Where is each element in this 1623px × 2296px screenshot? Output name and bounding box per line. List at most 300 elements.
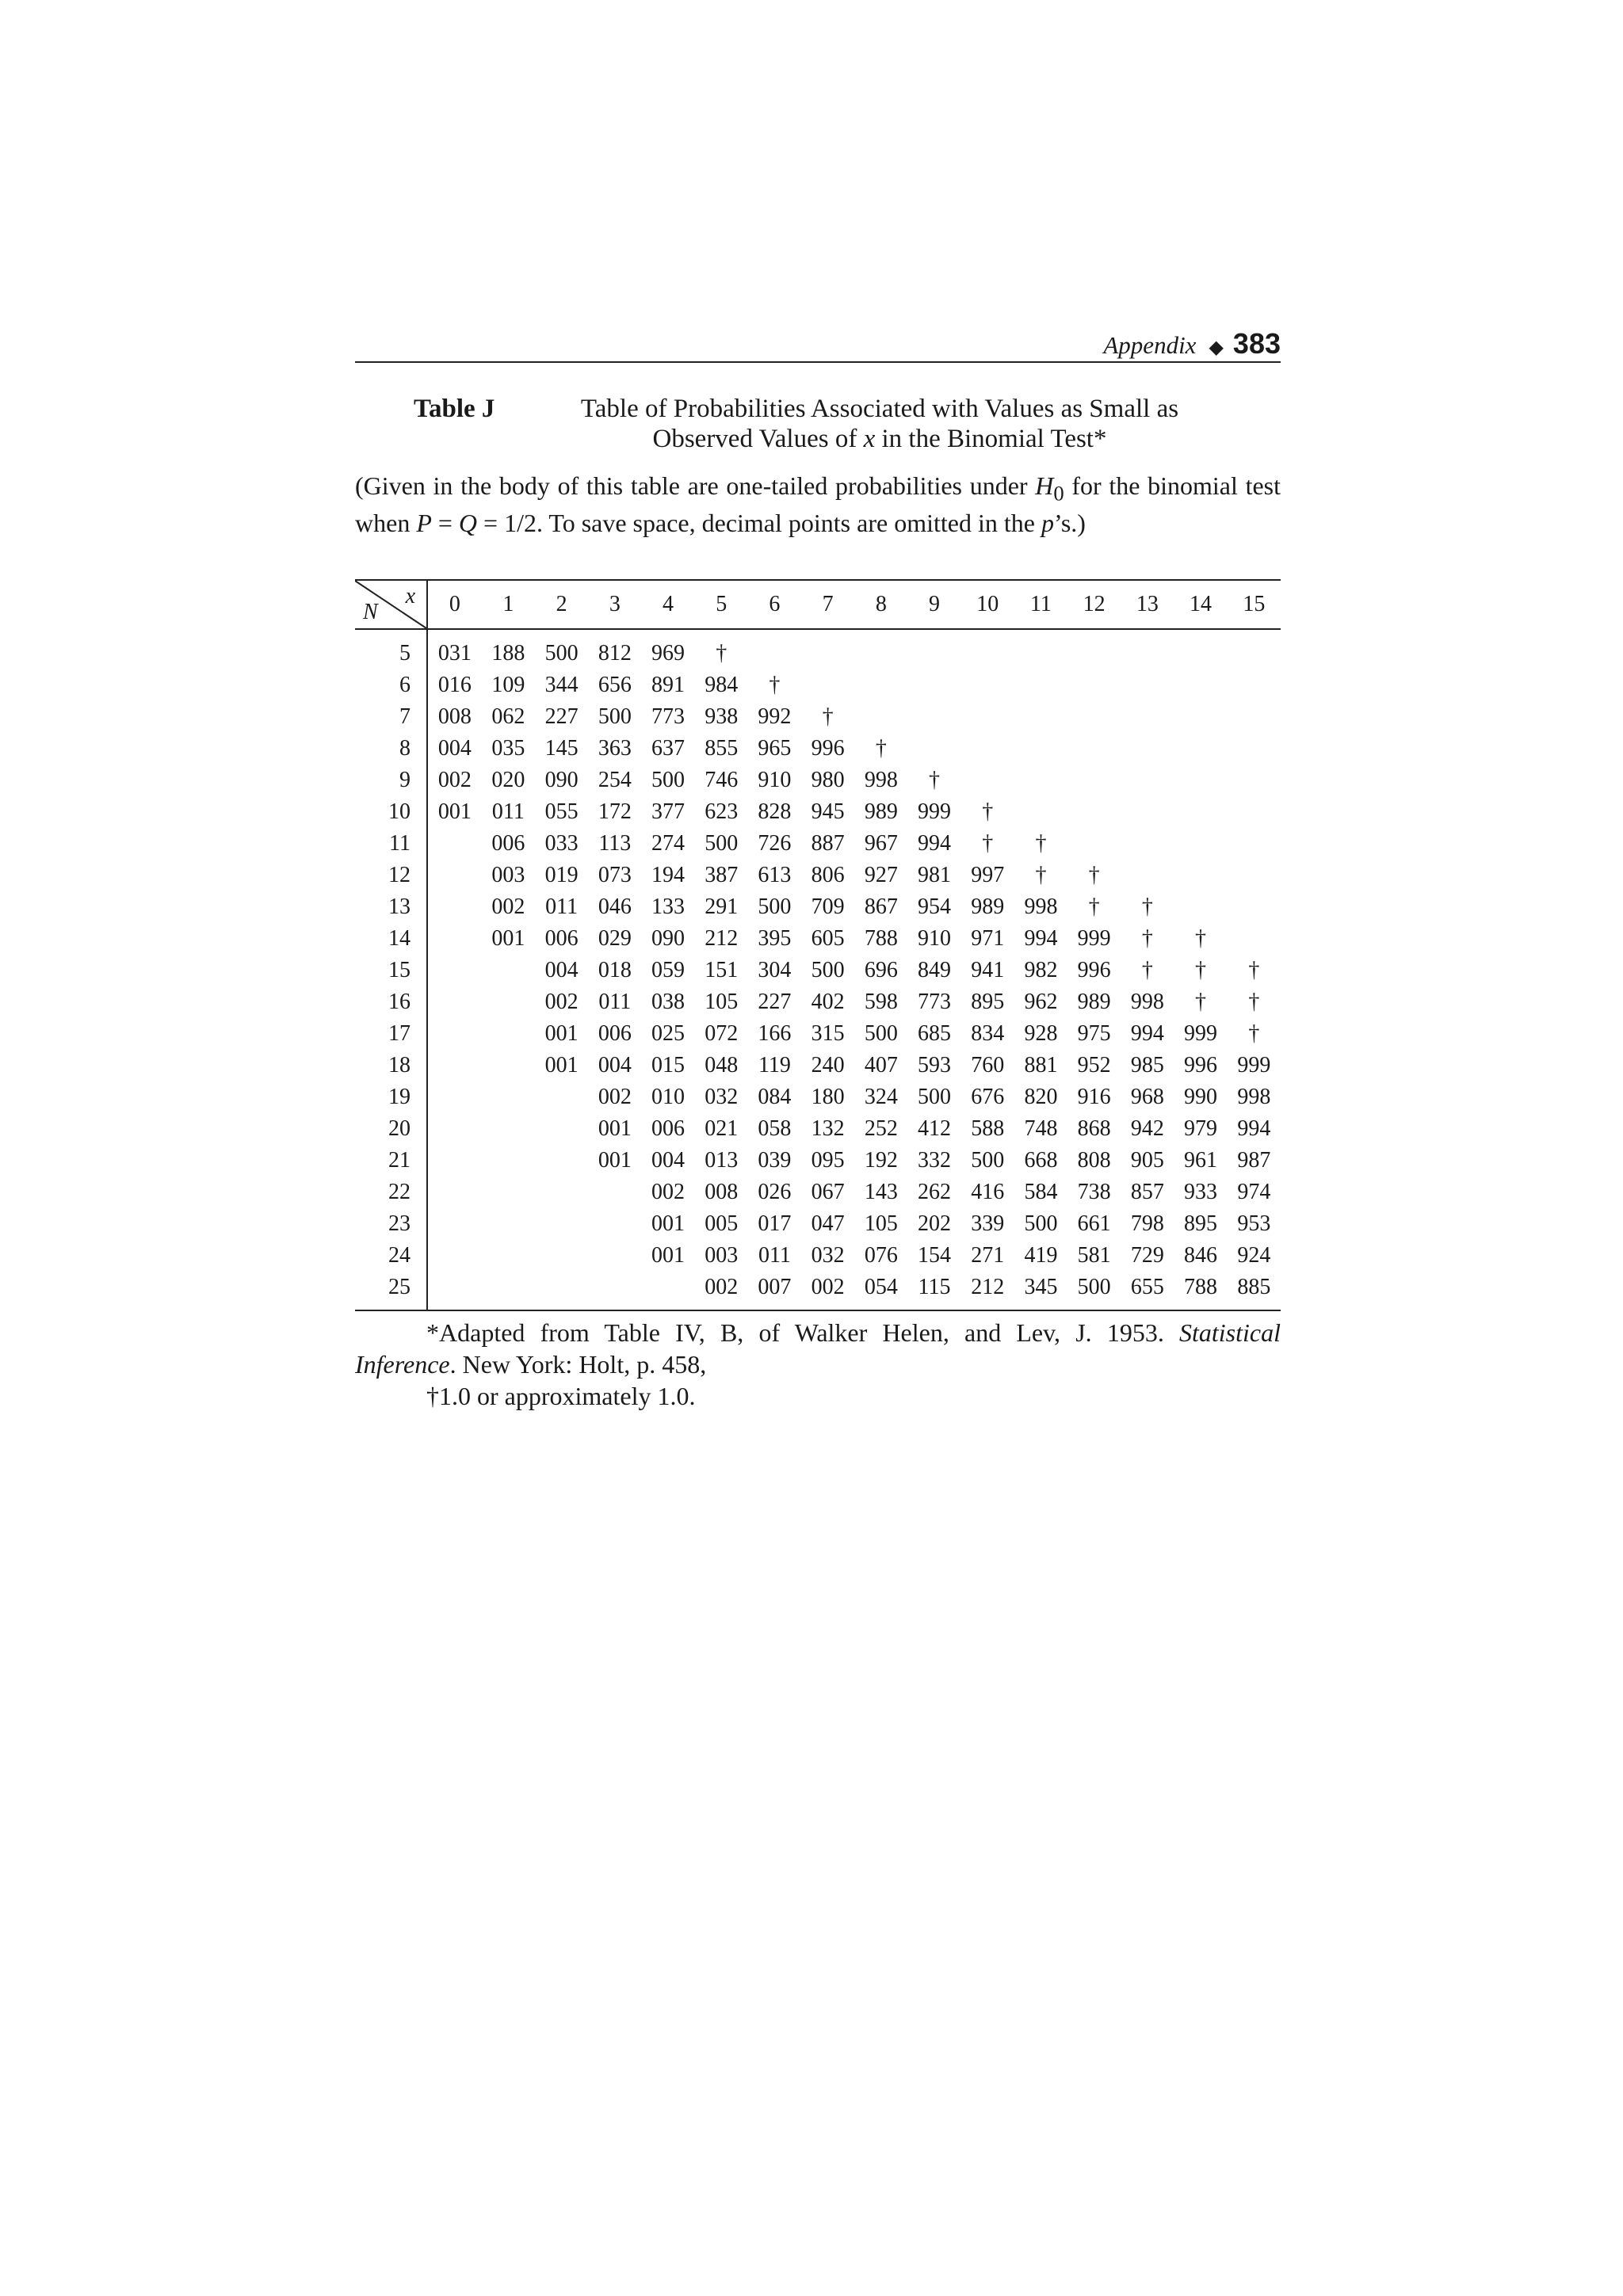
probability-cell	[427, 1145, 482, 1177]
probability-cell: 994	[1237, 1116, 1271, 1141]
row-header-n: 16	[355, 986, 427, 1018]
probability-cell	[427, 1050, 482, 1081]
table-row	[355, 1272, 1281, 1310]
probability-cell: 188	[491, 641, 525, 666]
probability-cell: 011	[598, 990, 632, 1014]
probability-cell	[1014, 629, 1067, 669]
column-header: 11	[1014, 580, 1067, 629]
probability-cell	[427, 1113, 482, 1145]
probability-cell	[588, 1208, 641, 1240]
probability-cell	[535, 1113, 588, 1145]
row-header-n: 20	[355, 1113, 427, 1145]
probability-cell: 941	[971, 958, 1005, 982]
probability-cell: 998	[1024, 894, 1058, 919]
probability-cell: 938	[705, 704, 739, 729]
row-header-n: 17	[355, 1018, 427, 1050]
probability-cell	[482, 1272, 535, 1310]
probability-cell	[535, 1272, 588, 1310]
probability-cell: †	[716, 641, 727, 666]
probability-cell: 500	[598, 704, 632, 729]
probability-cell: 668	[1024, 1148, 1058, 1173]
probability-cell: 402	[811, 990, 845, 1014]
probability-cell: 048	[705, 1053, 739, 1077]
table-title: Table of Probabilities Associated with Values as Small as Observed Values of x in the Binomial Test*	[580, 395, 1179, 453]
probability-cell	[1121, 733, 1174, 765]
probability-cell	[801, 669, 854, 701]
probability-cell	[1121, 860, 1174, 891]
probability-cell: 623	[705, 799, 739, 824]
table-row	[355, 1145, 1281, 1177]
probability-cell: 738	[1077, 1180, 1111, 1204]
probability-cell: 202	[918, 1211, 952, 1236]
probability-cell: 059	[651, 958, 685, 982]
row-header-n: 11	[355, 828, 427, 860]
probability-cell: †	[1195, 926, 1207, 951]
probability-cell: 985	[1130, 1053, 1164, 1077]
table-row	[355, 765, 1281, 796]
table-row	[355, 923, 1281, 955]
probability-cell: 254	[598, 768, 632, 792]
probability-cell	[427, 828, 482, 860]
probability-cell	[1014, 765, 1067, 796]
probability-cell	[907, 733, 960, 765]
probability-cell	[482, 986, 535, 1018]
probability-cell: 916	[1077, 1085, 1111, 1109]
probability-cell: 598	[864, 990, 898, 1014]
probability-cell: 038	[651, 990, 685, 1014]
probability-cell	[1014, 701, 1067, 733]
probability-cell: 905	[1130, 1148, 1164, 1173]
row-header-n: 18	[355, 1050, 427, 1081]
column-variable-label: x	[405, 584, 415, 608]
probability-cell: 726	[758, 831, 792, 856]
probability-cell: 001	[437, 799, 472, 824]
probability-cell: 084	[758, 1085, 792, 1109]
probability-cell	[482, 1081, 535, 1113]
probability-cell: 500	[705, 831, 739, 856]
column-header: 6	[748, 580, 801, 629]
probability-cell: 015	[651, 1053, 685, 1077]
probability-cell: 857	[1130, 1180, 1164, 1204]
probability-cell: 113	[598, 831, 632, 856]
probability-cell: 029	[598, 926, 632, 951]
probability-cell: 971	[971, 926, 1005, 951]
probability-cell: 132	[811, 1116, 845, 1141]
probability-cell: 676	[971, 1085, 1005, 1109]
probability-cell: 006	[491, 831, 525, 856]
table-caption	[414, 394, 1254, 454]
probability-cell: 008	[705, 1180, 739, 1204]
probability-cell: 961	[1184, 1148, 1218, 1173]
probability-cell: 998	[1130, 990, 1164, 1014]
probability-cell	[1174, 828, 1227, 860]
probability-cell	[1067, 828, 1121, 860]
probability-cell: 192	[864, 1148, 898, 1173]
probability-cell: 924	[1237, 1243, 1271, 1268]
running-header	[355, 326, 1281, 363]
probability-cell: 885	[1228, 1272, 1281, 1310]
row-header-n: 21	[355, 1145, 427, 1177]
probability-cell: 133	[651, 894, 685, 919]
probability-cell	[641, 1272, 694, 1310]
probability-cell	[588, 1240, 641, 1272]
table-row	[355, 1113, 1281, 1145]
probability-cell: 007	[748, 1272, 801, 1310]
probability-cell: 500	[811, 958, 845, 982]
probability-cell	[427, 1240, 482, 1272]
probability-cell: 047	[811, 1211, 845, 1236]
probability-cell: 002	[695, 1272, 748, 1310]
probability-cell: 039	[758, 1148, 792, 1173]
probability-cell	[1014, 669, 1067, 701]
probability-cell: 344	[544, 673, 579, 697]
probability-cell: 339	[971, 1211, 1005, 1236]
column-header: 13	[1121, 580, 1174, 629]
probability-cell	[427, 1081, 482, 1113]
probability-cell	[427, 1177, 482, 1208]
probability-cell	[1228, 860, 1281, 891]
probability-cell: 928	[1024, 1021, 1058, 1046]
probability-cell	[1174, 701, 1227, 733]
footnote-dagger: †1.0 or approximately 1.0.	[426, 1382, 696, 1410]
probability-cell: 887	[811, 831, 845, 856]
probability-cell	[907, 669, 960, 701]
column-header: 14	[1174, 580, 1227, 629]
probability-cell: 032	[811, 1243, 845, 1268]
probability-cell	[1174, 765, 1227, 796]
probability-cell: 001	[651, 1243, 685, 1268]
probability-cell: 748	[1024, 1116, 1058, 1141]
probability-cell: 019	[544, 863, 579, 887]
probability-cell: 119	[758, 1053, 791, 1077]
probability-cell	[1067, 629, 1121, 669]
probability-cell: †	[1248, 958, 1260, 982]
probability-cell: 987	[1237, 1148, 1271, 1173]
probability-cell: 760	[971, 1053, 1005, 1077]
probability-cell	[482, 1145, 535, 1177]
row-header-n: 22	[355, 1177, 427, 1208]
probability-cell: 005	[705, 1211, 739, 1236]
probability-cell: 018	[598, 958, 632, 982]
probability-cell	[1067, 701, 1121, 733]
probability-cell: 980	[811, 768, 845, 792]
probability-cell: 001	[491, 926, 525, 951]
probability-cell: 033	[544, 831, 579, 856]
probability-cell	[1121, 669, 1174, 701]
probability-cell: 992	[758, 704, 792, 729]
row-header-n: 8	[355, 733, 427, 765]
probability-cell: 058	[758, 1116, 792, 1141]
probability-cell: 593	[918, 1053, 952, 1077]
row-header-n: 13	[355, 891, 427, 923]
probability-cell: 003	[491, 863, 525, 887]
probability-cell: 709	[811, 894, 845, 919]
probability-cell: †	[1141, 958, 1153, 982]
probability-cell: 212	[961, 1272, 1014, 1310]
column-header: 1	[482, 580, 535, 629]
probability-cell: 773	[651, 704, 685, 729]
probability-cell: 032	[705, 1085, 739, 1109]
table-row	[355, 1081, 1281, 1113]
probability-cell: 834	[971, 1021, 1005, 1046]
probability-cell: 109	[491, 673, 525, 697]
probability-cell: 974	[1237, 1180, 1271, 1204]
table-row	[355, 1208, 1281, 1240]
probability-cell: 500	[1024, 1211, 1058, 1236]
probability-cell: 046	[598, 894, 632, 919]
probability-cell: 010	[651, 1085, 685, 1109]
probability-cell: 026	[758, 1180, 792, 1204]
probability-cell: 002	[801, 1272, 854, 1310]
probability-cell: 002	[544, 990, 579, 1014]
probability-cell: 773	[918, 990, 952, 1014]
probability-cell	[1228, 733, 1281, 765]
probability-cell: 105	[705, 990, 739, 1014]
probability-cell: 867	[864, 894, 898, 919]
probability-cell: 227	[758, 990, 792, 1014]
probability-cell: 820	[1024, 1085, 1058, 1109]
probability-cell: †	[1035, 863, 1047, 887]
probability-cell	[1228, 629, 1281, 669]
probability-cell: 004	[651, 1148, 685, 1173]
probability-cell: 001	[544, 1053, 579, 1077]
probability-cell	[854, 629, 907, 669]
probability-cell: 001	[544, 1021, 579, 1046]
probability-cell: †	[1195, 958, 1207, 982]
probability-cell: 412	[918, 1116, 952, 1141]
probability-cell: 696	[864, 958, 898, 982]
probability-cell: †	[1088, 894, 1100, 919]
probability-cell: 945	[811, 799, 845, 824]
probability-cell: 227	[544, 704, 579, 729]
probability-cell	[961, 669, 1014, 701]
probability-cell: 001	[651, 1211, 685, 1236]
probability-cell: 855	[705, 736, 739, 761]
diamond-icon: ◆	[1209, 338, 1224, 358]
column-header: 5	[695, 580, 748, 629]
probability-cell: 967	[864, 831, 898, 856]
probability-cell: 252	[864, 1116, 898, 1141]
probability-cell	[535, 1208, 588, 1240]
column-header: 2	[535, 580, 588, 629]
probability-cell: 006	[598, 1021, 632, 1046]
row-header-n: 12	[355, 860, 427, 891]
probability-cell: 143	[864, 1180, 898, 1204]
table-body	[355, 629, 1281, 1310]
table-row	[355, 669, 1281, 701]
probability-cell: 151	[705, 958, 739, 982]
probability-cell: 996	[1077, 958, 1111, 982]
table-label: Table J	[414, 395, 495, 423]
probability-cell: 998	[864, 768, 898, 792]
column-header: 8	[854, 580, 907, 629]
row-header-n: 25	[355, 1272, 427, 1310]
probability-cell: 981	[918, 863, 952, 887]
probability-cell: †	[1248, 990, 1260, 1014]
probability-cell: 788	[864, 926, 898, 951]
probability-cell	[907, 701, 960, 733]
probability-cell: 011	[491, 799, 525, 824]
probability-cell	[1121, 796, 1174, 828]
probability-cell: 345	[1014, 1272, 1067, 1310]
probability-cell: 942	[1130, 1116, 1164, 1141]
probability-cell: 262	[918, 1180, 952, 1204]
probability-cell: 999	[918, 799, 952, 824]
probability-cell	[427, 891, 482, 923]
probability-cell: 240	[811, 1053, 845, 1077]
table-row	[355, 986, 1281, 1018]
table-row	[355, 860, 1281, 891]
probability-cell: 605	[811, 926, 845, 951]
probability-cell	[535, 1240, 588, 1272]
probability-cell	[1067, 796, 1121, 828]
probability-cell	[1174, 796, 1227, 828]
probability-cell	[748, 629, 801, 669]
probability-cell: 387	[705, 863, 739, 887]
column-header: 15	[1228, 580, 1281, 629]
probability-cell: 613	[758, 863, 792, 887]
column-header: 10	[961, 580, 1014, 629]
probability-cell: 304	[758, 958, 792, 982]
probability-cell: 999	[1077, 926, 1111, 951]
column-header: 3	[588, 580, 641, 629]
probability-cell: 927	[864, 863, 898, 887]
probability-cell: 021	[705, 1116, 739, 1141]
probability-cell	[1174, 629, 1227, 669]
probability-cell: 016	[437, 673, 472, 697]
probability-cell: 324	[864, 1085, 898, 1109]
probability-cell: 994	[1024, 926, 1058, 951]
column-header: 7	[801, 580, 854, 629]
probability-cell: 274	[651, 831, 685, 856]
probability-cell: 655	[1121, 1272, 1174, 1310]
probability-cell	[1174, 891, 1227, 923]
probability-cell	[588, 1272, 641, 1310]
probability-cell: 729	[1130, 1243, 1164, 1268]
probability-cell	[535, 1145, 588, 1177]
probability-cell	[907, 629, 960, 669]
probability-cell: 332	[918, 1148, 952, 1173]
probability-cell: 849	[918, 958, 952, 982]
table-row	[355, 828, 1281, 860]
probability-cell: †	[822, 704, 834, 729]
probability-cell	[961, 701, 1014, 733]
row-header-n: 10	[355, 796, 427, 828]
probability-cell	[1228, 669, 1281, 701]
probability-cell	[427, 860, 482, 891]
probability-cell	[1121, 765, 1174, 796]
probability-cell: 962	[1024, 990, 1058, 1014]
probability-cell	[1174, 860, 1227, 891]
probability-cell: 910	[918, 926, 952, 951]
probability-cell: 500	[758, 894, 792, 919]
probability-cell	[482, 1018, 535, 1050]
column-header: 0	[427, 580, 482, 629]
probability-cell	[1067, 733, 1121, 765]
probability-cell: †	[1088, 863, 1100, 887]
probability-cell: 984	[705, 673, 739, 697]
probability-cell: 910	[758, 768, 792, 792]
probability-cell: 500	[918, 1085, 952, 1109]
probability-cell: 002	[491, 894, 525, 919]
probability-cell: 416	[971, 1180, 1005, 1204]
probability-cell	[1121, 629, 1174, 669]
probability-cell: 968	[1130, 1085, 1164, 1109]
probability-cell: 271	[971, 1243, 1005, 1268]
probability-cell	[1228, 923, 1281, 955]
probability-cell: †	[769, 673, 781, 697]
probability-cell: 933	[1184, 1180, 1218, 1204]
row-header-n: 6	[355, 669, 427, 701]
probability-cell: †	[1248, 1021, 1260, 1046]
probability-cell: 969	[651, 641, 685, 666]
probability-cell	[1228, 765, 1281, 796]
probability-cell	[1121, 701, 1174, 733]
table-row	[355, 796, 1281, 828]
probability-cell: 035	[491, 736, 525, 761]
probability-cell: 004	[437, 736, 472, 761]
probability-cell: 661	[1077, 1211, 1111, 1236]
probability-cell: 008	[437, 704, 472, 729]
probability-cell: 798	[1130, 1211, 1164, 1236]
probability-cell	[482, 1208, 535, 1240]
probability-cell: 003	[705, 1243, 739, 1268]
probability-cell: 895	[971, 990, 1005, 1014]
probability-cell: 054	[854, 1272, 907, 1310]
probability-cell: 291	[705, 894, 739, 919]
probability-cell: 212	[705, 926, 739, 951]
probability-cell: 419	[1024, 1243, 1058, 1268]
probability-cell: †	[982, 831, 994, 856]
probability-cell: 500	[971, 1148, 1005, 1173]
probability-cell: 999	[1237, 1053, 1271, 1077]
probability-cell	[961, 765, 1014, 796]
probability-cell: 989	[971, 894, 1005, 919]
probability-cell: 975	[1077, 1021, 1111, 1046]
probability-cell: 685	[918, 1021, 952, 1046]
table-row	[355, 955, 1281, 986]
column-header: 12	[1067, 580, 1121, 629]
probability-cell: 990	[1184, 1085, 1218, 1109]
probability-cell	[482, 1113, 535, 1145]
probability-cell	[1121, 828, 1174, 860]
section-name: Appendix	[1103, 331, 1197, 359]
corner-cell	[355, 580, 427, 629]
probability-cell: 004	[598, 1053, 632, 1077]
probability-cell	[482, 1050, 535, 1081]
probability-cell: †	[982, 799, 994, 824]
probability-cell: 006	[544, 926, 579, 951]
probability-cell: 076	[864, 1243, 898, 1268]
table-row	[355, 733, 1281, 765]
probability-cell	[482, 1240, 535, 1272]
probability-cell: 002	[437, 768, 472, 792]
row-header-n: 14	[355, 923, 427, 955]
probability-cell	[427, 1208, 482, 1240]
probability-cell: 090	[651, 926, 685, 951]
probability-cell	[427, 923, 482, 955]
probability-cell: 004	[544, 958, 579, 982]
probability-cell: 989	[1077, 990, 1111, 1014]
probability-cell: 407	[864, 1053, 898, 1077]
probability-cell	[427, 1018, 482, 1050]
probability-cell: 095	[811, 1148, 845, 1173]
probability-cell: 581	[1077, 1243, 1111, 1268]
probability-cell: 011	[545, 894, 579, 919]
probability-cell	[1174, 669, 1227, 701]
probability-cell: 788	[1174, 1272, 1227, 1310]
probability-cell	[1228, 891, 1281, 923]
